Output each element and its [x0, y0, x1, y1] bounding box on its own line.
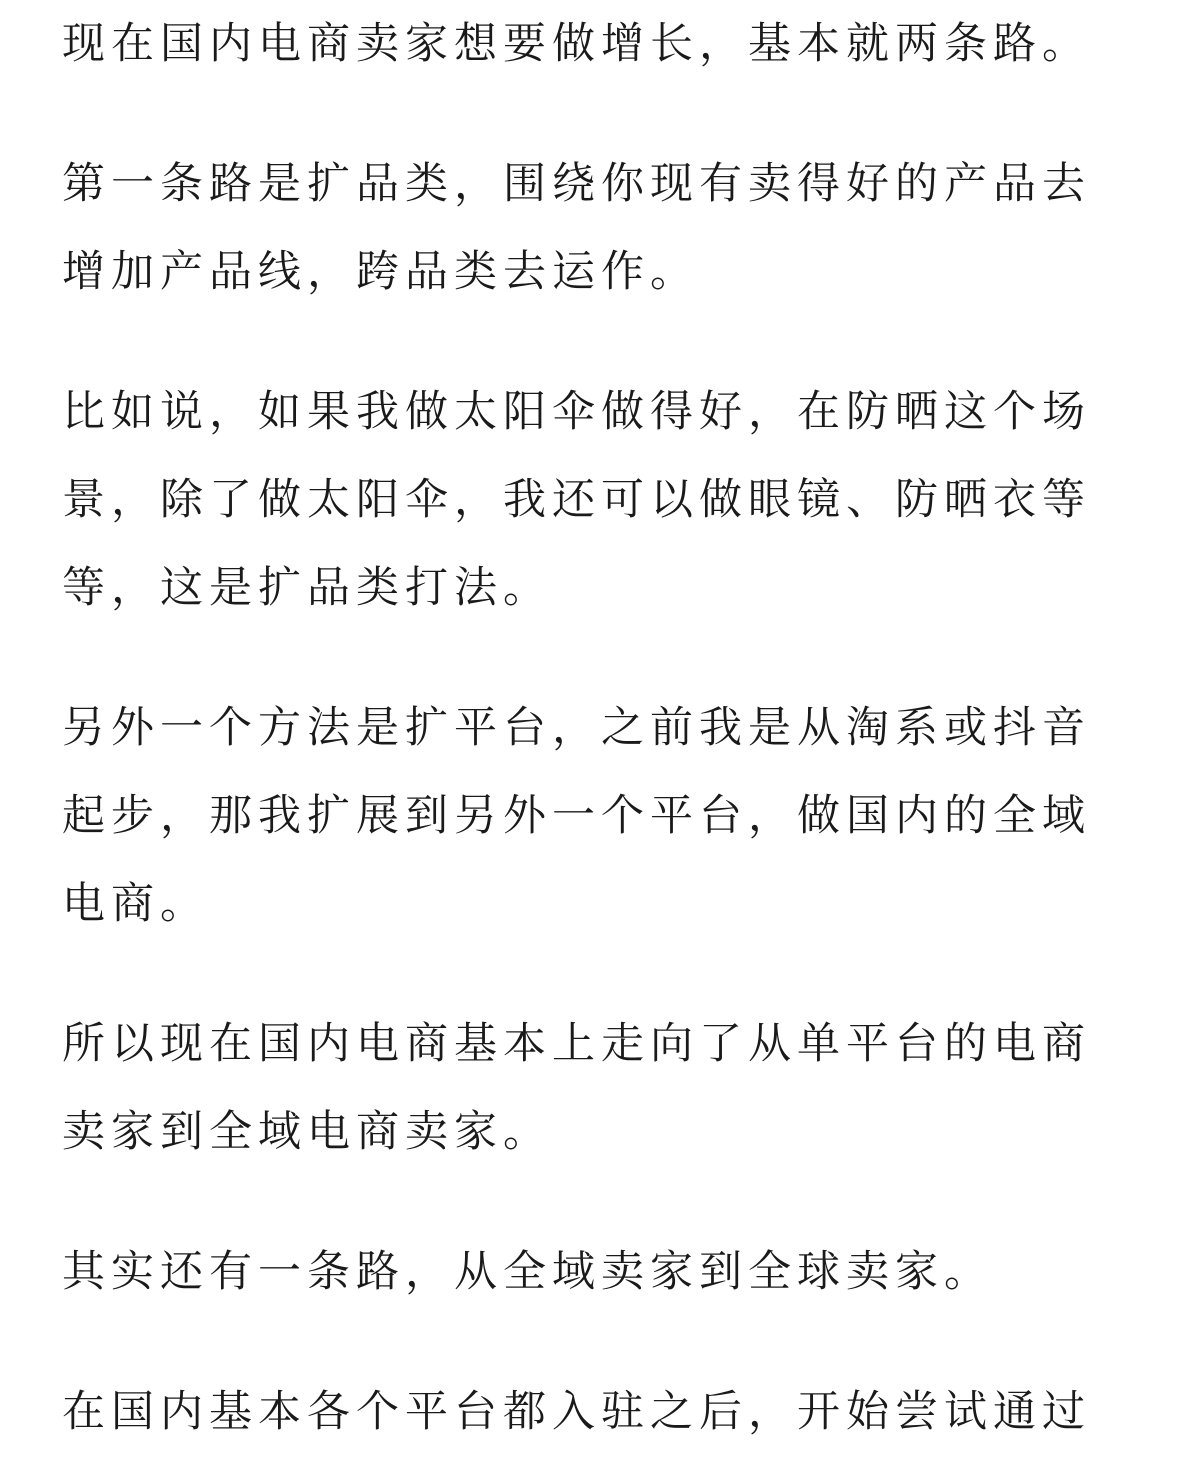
- paragraph-line: 在国内基本各个平台都入驻之后，开始尝试通过: [62, 1387, 1091, 1437]
- paragraph-line: 其实还有一条路，从全域卖家到全球卖家。: [62, 1247, 993, 1297]
- paragraph: [62, 684, 1122, 948]
- paragraph: [62, 140, 1122, 316]
- article-body: [62, 0, 1122, 1456]
- paragraph-line: 第一条路是扩品类，围绕你现有卖得好的产品去: [62, 159, 1091, 209]
- paragraph-line: 电商。: [62, 879, 209, 929]
- paragraph-line: 现在国内电商卖家想要做增长，基本就两条路。: [62, 19, 1091, 69]
- paragraph-line: 增加产品线，跨品类去运作。: [62, 247, 699, 297]
- paragraph: [62, 368, 1122, 632]
- paragraph-line: 所以现在国内电商基本上走向了从单平台的电商: [62, 1019, 1091, 1069]
- paragraph: [62, 0, 1122, 88]
- paragraph: [62, 1228, 1122, 1316]
- paragraph-line: 比如说，如果我做太阳伞做得好，在防晒这个场: [62, 387, 1091, 437]
- paragraph-line: 另外一个方法是扩平台，之前我是从淘系或抖音: [62, 703, 1091, 753]
- paragraph-line: 景，除了做太阳伞，我还可以做眼镜、防晒衣等: [62, 475, 1091, 525]
- paragraph: [62, 1368, 1122, 1456]
- paragraph: [62, 1000, 1122, 1176]
- paragraph-line: 等，这是扩品类打法。: [62, 563, 552, 613]
- paragraph-line: 起步，那我扩展到另外一个平台，做国内的全域: [62, 791, 1091, 841]
- paragraph-line: 卖家到全域电商卖家。: [62, 1107, 552, 1157]
